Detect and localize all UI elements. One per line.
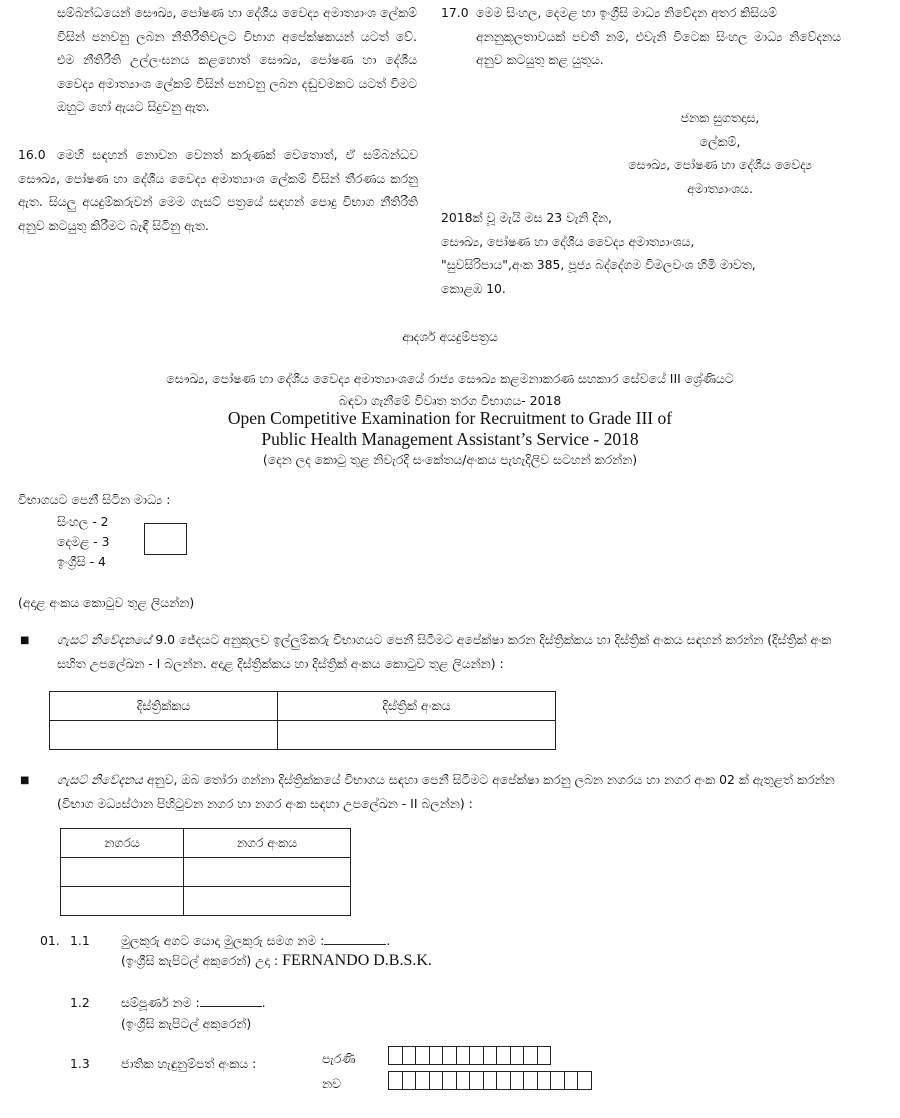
district-input-cell[interactable]	[50, 721, 278, 750]
city-1-number-input-cell[interactable]	[184, 858, 351, 887]
nic-old-digit-box[interactable]	[469, 1046, 484, 1065]
nic-old-digit-box[interactable]	[483, 1046, 498, 1065]
nic-new-digit-box[interactable]	[429, 1071, 444, 1090]
nic-new-digit-box[interactable]	[456, 1071, 471, 1090]
clause-15-continuation: සම්බන්ධයෙන් සෞඛ්‍ය, පෝෂණ හා දේශීය වෛද්‍ය අමාත්‍යාංශ ලේකම් විසින් පනවනු ලබන නීතිරීතිවලට විභාග අපේක්ෂකයන් යටත් වේ. එම නීතිරීති උල්ලංඝනය කළහොත් සෞඛ්‍ය, පෝෂණ හා දේශීය වෛද්‍ය අමාත්‍යාංශ ලේකම් විසින් පනවනු ලබන දඬුවමකට යටත් විමට ඔහුට හෝ ඇයට සිදුවනු ඇත.	[57, 5, 417, 114]
district-table	[49, 691, 556, 750]
nic-new-digit-box[interactable]	[442, 1071, 457, 1090]
district-header: දිස්ත්‍රික්කය	[50, 692, 278, 721]
city-number-header: නගර අංකය	[184, 829, 351, 858]
nic-old-digit-box[interactable]	[388, 1046, 403, 1065]
clause-16-text: මෙහි සඳහන් නොවන වෙනත් කරුණක් වෙතොත්, ඒ සම්බන්ධව සෞඛ්‍ය, පෝෂණ හා දේශීය වෛද්‍ය අමාත්‍යාංශ ලේකම් විසින් තීරණය කරනු ඇත. සියලු අයදුම්කරුවන් මෙම ගැසට් පත්‍රයේ සඳහන් පොදු විභාග නීතිරීති අනුව කටයුතු කිරීමට බැඳී සිටිනු ඇත.	[18, 147, 418, 233]
bullet-2-lead: ගැසට් නිවේදනය	[57, 772, 143, 787]
question-1-number: 01.	[40, 933, 60, 948]
initials-name-blank[interactable]	[324, 934, 386, 945]
form-title-si-2: බඳවා ගැනීමේ විවෘත තරග විභාගය- 2018	[338, 393, 562, 408]
city-header: නගරය	[61, 829, 184, 858]
city-table	[60, 828, 351, 916]
nic-new-digit-box[interactable]	[415, 1071, 430, 1090]
question-1-3-number: 1.3	[70, 1056, 90, 1071]
city-2-number-input-cell[interactable]	[184, 887, 351, 916]
nic-old-digit-box[interactable]	[496, 1046, 511, 1065]
city-2-input-cell[interactable]	[61, 887, 184, 916]
signatory-ministry: සෞඛ්‍ය, පෝෂණ හා දේශීය වෛද්‍ය	[628, 157, 812, 172]
city-1-input-cell[interactable]	[61, 858, 184, 887]
full-name-initials-label: මුලකුරු අගට යොදා මුලකුරු සමග නම :	[121, 933, 325, 948]
nic-old-digit-box[interactable]	[537, 1046, 552, 1065]
address-block	[441, 206, 881, 300]
nic-new-digit-box[interactable]	[523, 1071, 538, 1090]
address-line-3: කොළඹ 10.	[441, 280, 506, 296]
nic-new-label: නව	[322, 1076, 341, 1091]
nic-old-digit-box[interactable]	[442, 1046, 457, 1065]
question-1-2-sub: (ඉංග්‍රීසි කැපිටල් අකුරෙන්)	[121, 1016, 252, 1031]
nic-old-digit-box[interactable]	[415, 1046, 430, 1065]
clause-17-line1: මෙම සිංහල, දෙමළ හා ඉංග්‍රීසි මාධ්‍ය නිවේදන අතර කිසියම්	[476, 5, 778, 20]
signature-block	[600, 106, 840, 200]
nic-old-digit-box[interactable]	[523, 1046, 538, 1065]
nic-new-digit-box[interactable]	[577, 1071, 592, 1090]
nic-new-boxes	[388, 1071, 591, 1090]
nic-new-digit-box[interactable]	[402, 1071, 417, 1090]
full-name-label: සම්පූර්ණ නම :	[121, 995, 200, 1010]
nic-new-digit-box[interactable]	[564, 1071, 579, 1090]
bullet-1-lead: ගැසට් නිවේදනයේ	[57, 632, 152, 647]
nic-old-boxes	[388, 1046, 550, 1065]
nic-label: ජාතික හැඳුනුම්පත් අංකය :	[121, 1056, 257, 1071]
nic-old-digit-box[interactable]	[456, 1046, 471, 1065]
question-1-2-end: .	[261, 995, 266, 1010]
bullet-2-text	[57, 768, 857, 815]
signatory-name: ජනක සුගතදාස,	[680, 110, 760, 125]
medium-option-english: ඉංග්‍රීසි - 4	[57, 554, 106, 569]
medium-option-sinhala: සිංහල - 2	[57, 514, 109, 529]
form-title-en-2: Public Health Management Assistant’s Service - 2018	[261, 429, 639, 449]
full-name-blank[interactable]	[200, 996, 262, 1007]
form-instruction: (දෙන ලද කොටු තුළ නිවැරදි සංකේතය/අංකය පැහැදිලිව සටහන් කරන්න)	[262, 452, 638, 467]
nic-new-digit-box[interactable]	[510, 1071, 525, 1090]
nic-old-digit-box[interactable]	[402, 1046, 417, 1065]
medium-label: විභාගයට පෙනී සිටින මාධ්‍ය :	[18, 492, 171, 507]
bullet-1-body: 9.0 ජේදයට අනුකූලව ඉල්ලුම්කරු විභාගයට පෙනී සිටීමට අපේක්ෂා කරන දිස්ත්‍රික්කය හා දිස්ත්‍රික් අංකය සඳහන් කරන්න (දිස්ත්‍රික් අංක සහිත උපලේඛන - I බලන්න. අදාළ දිස්ත්‍රික්කය හා දිස්ත්‍රික් අංකය කොටුව තුළ ලියන්න) :	[57, 632, 832, 671]
question-1-1-end: .	[386, 933, 391, 948]
notice-date: 2018ක් වූ මැයි මස 23 වැනි දින,	[441, 210, 612, 225]
nic-old-digit-box[interactable]	[429, 1046, 444, 1065]
medium-note: (අදාළ අංකය කොටුව තුළ ලියන්න)	[18, 595, 195, 610]
bullet-2-body: අනුව, ඔබ තෝරා ගන්නා දිස්ත්‍රික්කයේ විභාගය සඳහා පෙනී සිටීමට අපේක්ෂා කරනු ලබන නගරය හා නගර අංක 02 ක් ඇතුළත් කරන්න (විභාග මධ්‍යස්ථාන පිහිටුවන නගර හා නගර අංක සඳහා උපලේඛන - II බලන්න) :	[57, 772, 835, 811]
form-title-si-1: සෞඛ්‍ය, පෝෂණ හා දේශීය වෛද්‍ය අමාත්‍යාංශයේ රාජ්‍ය සෞඛ්‍ය කළමනාකරණ සහකාර සේවයේ III ශ්‍රේණියට	[166, 371, 734, 386]
nic-new-digit-box[interactable]	[550, 1071, 565, 1090]
district-number-header: දිස්ත්‍රික් අංකය	[278, 692, 556, 721]
nic-new-digit-box[interactable]	[483, 1071, 498, 1090]
bullet-1-icon: ■	[20, 635, 30, 646]
address-line-1: සෞඛ්‍ය, පෝෂණ හා දේශීය වෛද්‍ය අමාත්‍යාංශය,	[441, 233, 695, 249]
nic-new-digit-box[interactable]	[388, 1071, 403, 1090]
form-heading: ආදර්ශ අයදුම්පත්‍රය	[402, 329, 498, 344]
signatory-title: ලේකම්,	[699, 133, 741, 149]
nic-new-digit-box[interactable]	[537, 1071, 552, 1090]
address-line-2: "සුවසිරිපාය",අංක 385, පූජ්‍ය බද්දේගම විමලවංශ හිමි මාවත,	[441, 257, 756, 272]
question-1-2-label	[121, 991, 266, 1015]
signatory-ministry-2: අමාත්‍යාංශය.	[687, 180, 753, 196]
clause-16-number: 16.0	[18, 147, 46, 162]
question-1-2-number: 1.2	[70, 995, 90, 1010]
bullet-2-icon: ■	[20, 775, 30, 786]
clause-17-rest: අනනුකූලතාවයක් පවතී නම්, එවැනි විටෙක සිංහල මාධ්‍ය නිවේදනය අනුව කටයුතු කළ යුතුය.	[476, 28, 841, 67]
nic-new-digit-box[interactable]	[469, 1071, 484, 1090]
bullet-1-text	[57, 628, 857, 675]
medium-input-box[interactable]	[144, 523, 187, 555]
capital-letters-hint: (ඉංග්‍රීසි කැපිටල් අකුරෙන්) උදා :	[121, 953, 279, 968]
form-title-en-1: Open Competitive Examination for Recruitment to Grade III of	[227, 408, 673, 428]
name-example: FERNANDO D.B.S.K.	[282, 952, 432, 969]
nic-new-digit-box[interactable]	[496, 1071, 511, 1090]
medium-option-tamil: දෙමළ - 3	[57, 534, 110, 549]
clause-16	[18, 143, 418, 237]
clause-17	[441, 1, 841, 72]
question-1-1-sub	[121, 949, 432, 973]
clause-17-number: 17.0	[441, 5, 469, 20]
nic-old-digit-box[interactable]	[510, 1046, 525, 1065]
nic-old-label: පැරණි	[322, 1051, 356, 1066]
district-number-input-cell[interactable]	[278, 721, 556, 750]
question-1-1-number: 1.1	[70, 933, 90, 948]
